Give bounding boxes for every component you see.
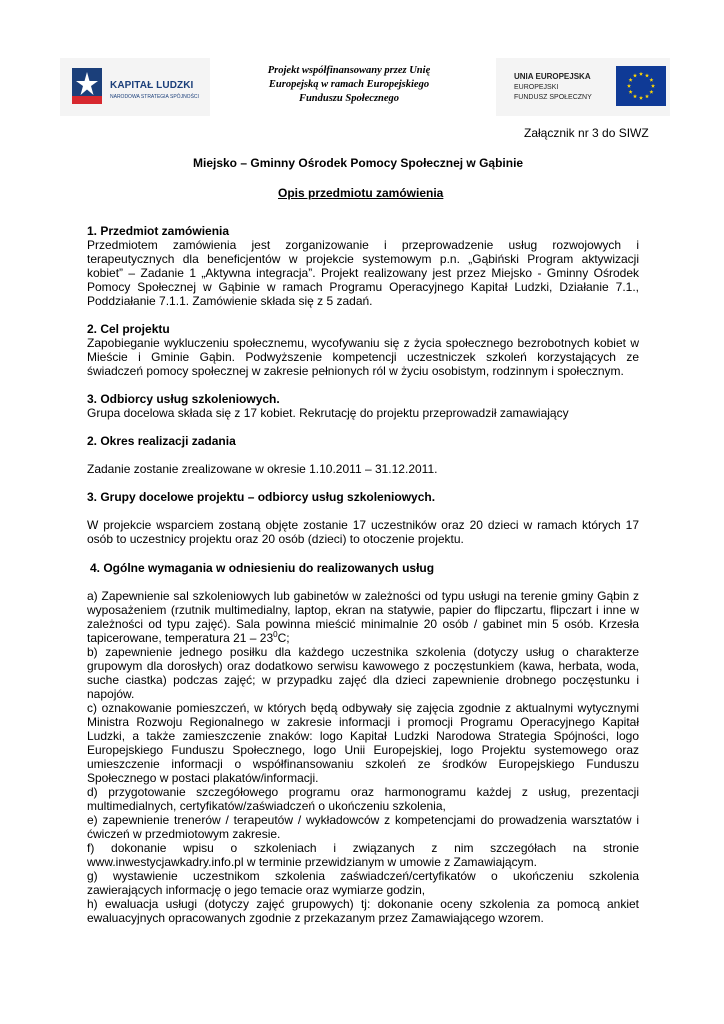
paragraph-line: f) dokonanie wpisu o szkoleniach i związanych z nim szczegółach na stronie bbox=[87, 841, 639, 855]
paragraph-line: napojów. bbox=[87, 687, 135, 701]
paragraph-line: d) przygotowanie szczegółowego programu oraz harmonogramu każdej z usług, prezentacji bbox=[87, 785, 639, 799]
paragraph-line: Mieście i Gminie Gąbin. Podwyższenie kompetencji uczestniczek szkoleń korzystających ze bbox=[87, 350, 639, 364]
eu-flag-icon bbox=[616, 66, 666, 106]
paragraph-line: Pomocy Społecznej w Gąbinie w ramach Programu Operacyjnego Kapitał Ludzki, Działanie 7.1., bbox=[87, 280, 639, 294]
section-heading: 3. Odbiorcy usług szkoleniowych. bbox=[87, 392, 280, 406]
attachment-label: Załącznik nr 3 do SIWZ bbox=[524, 126, 649, 140]
paragraph-line: a) Zapewnienie sal szkoleniowych lub gabinetów w zależności od typu usługi na terenie gminy Gąbin z bbox=[87, 589, 639, 603]
paragraph-line: Ministra Rozwoju Regionalnego w zakresie informacji i promocji Programu Operacyjnego Kapitał bbox=[87, 715, 639, 729]
paragraph-line: h) ewaluacja usługi (dotyczy zajęć grupowych) tj: dokonanie oceny szkolenia za pomocą ankiet bbox=[87, 897, 639, 911]
paragraph-line: e) zapewnienie trenerów / terapeutów / wykładowców z kompetencjami do prowadzenia warsztatów i bbox=[87, 813, 639, 827]
section-heading: 1. Przedmiot zamówienia bbox=[87, 224, 230, 238]
paragraph-line: W projekcie wsparciem zostaną objęte zostanie 17 uczestników oraz 20 dzieci w ramach których 17 bbox=[87, 518, 639, 532]
text-fragment: C; bbox=[277, 631, 290, 645]
text-fragment: tapicerowane, temperatura 21 – 23 bbox=[87, 631, 274, 645]
paragraph-line: Poddziałanie 7.1.1. Zamówienie składa się z 5 zadań. bbox=[87, 294, 373, 308]
paragraph-line: zawierających informację o jego temacie oraz wymiarze godzin, bbox=[87, 883, 426, 897]
paragraph-line: umieszczenie informacji o współfinansowaniu szkoleń ze środków Europejskiego Funduszu bbox=[87, 757, 639, 771]
paragraph-line: kobiet” – Zadanie 1 „Aktywna integracja”. Projekt realizowany jest przez Miejsko - Gminny Ośrodek bbox=[87, 266, 639, 280]
left-logo-subtitle: NARODOWA STRATEGIA SPÓJNOŚCI bbox=[110, 94, 199, 100]
section-heading: 4. Ogólne wymagania w odniesieniu do realizowanych usług bbox=[90, 561, 435, 575]
paragraph-line: Zapobieganie wykluczeniu społecznemu, wycofywaniu się z życia społecznego bezrobotnych kobiet w bbox=[87, 336, 639, 350]
paragraph-line: Społecznego w postaci plakatów/informacji. bbox=[87, 771, 319, 785]
eu-logo-title: UNIA EUROPEJSKA bbox=[514, 72, 591, 81]
paragraph-line: osób to uczestnicy projektu oraz 20 osób (dzieci) to otoczenie projektu. bbox=[87, 532, 464, 546]
paragraph-line: multimedialnych, certyfikatów/zaświadczeń o ukończeniu szkolenia, bbox=[87, 799, 446, 813]
paragraph-line: grupowym dla dorosłych) oraz dodatkowo serwisu kawowego z poczęstunkiem (kawa, herbata, woda, bbox=[87, 659, 639, 673]
paragraph-line: Przedmiotem zamówienia jest zorganizowanie i przeprowadzenie usług rozwojowych i bbox=[87, 238, 639, 252]
cofinancing-note bbox=[224, 64, 474, 106]
paragraph-line: świadczeń pomocy społecznej w zakresie pełnionych ról w życiu osobistym, rodzinnym i społecznym. bbox=[87, 364, 624, 378]
document-title: Opis przedmiotu zamówienia bbox=[278, 186, 444, 200]
cofinancing-line: Europejską w ramach Europejskiego bbox=[268, 79, 430, 90]
paragraph-line: zależności od typu zajęć). Sala powinna mieścić minimalnie 20 osób / gabinet min 5 osób. Krzesła bbox=[87, 617, 639, 631]
paragraph-line: Grupa docelowa składa się z 17 kobiet. Rekrutację do projektu przeprowadził zamawiający bbox=[87, 406, 569, 420]
institution-name: Miejsko – Gminny Ośrodek Pomocy Społecznej w Gąbinie bbox=[193, 156, 524, 170]
kapital-ludzki-logo bbox=[60, 58, 210, 116]
section-heading: 3. Grupy docelowe projektu – odbiorcy usług szkoleniowych. bbox=[87, 490, 436, 504]
paragraph-line: Ludzki, a także zamieszczenie znaków: logo Kapitał Ludzki Narodowa Strategia Spójności, logo bbox=[87, 729, 639, 743]
paragraph-line: c) oznakowanie pomieszczeń, w których będą odbywały się zajęcia zgodnie z aktualnymi wytycznymi bbox=[87, 701, 639, 715]
paragraph-line: b) zapewnienie jednego posiłku dla każdego uczestnika szkolenia (dotyczy usług o charakterze bbox=[87, 645, 639, 659]
paragraph-line: Zadanie zostanie zrealizowane w okresie 1.10.2011 – 31.12.2011. bbox=[87, 462, 438, 476]
left-logo-title: KAPITAŁ LUDZKI bbox=[110, 80, 194, 91]
paragraph-line: ćwiczeń w przedmiotowym zakresie. bbox=[87, 827, 281, 841]
paragraph-line bbox=[87, 632, 290, 646]
eu-logo-line2: EUROPEJSKI bbox=[514, 84, 559, 91]
paragraph-line: ewaluacyjnych opracowanych zgodnie z przekazanym przez Zamawiającego wzorem. bbox=[87, 911, 544, 925]
section-heading: 2. Cel projektu bbox=[87, 322, 170, 336]
degree-superscript: 0 bbox=[273, 630, 278, 639]
section-heading: 2. Okres realizacji zadania bbox=[87, 434, 236, 448]
cofinancing-line: Funduszu Społecznego bbox=[298, 93, 400, 104]
cofinancing-line: Projekt współfinansowany przez Unię bbox=[267, 65, 431, 76]
paragraph-line: suche ciastka) podczas zajęć; w przypadku zajęć dla dzieci zapewnienie drobnego poczęstunku i bbox=[87, 673, 639, 687]
eu-logo-line3: FUNDUSZ SPOŁECZNY bbox=[514, 94, 592, 101]
eu-logo bbox=[496, 58, 670, 116]
website-link-line: www.inwestycjawkadry.info.pl w terminie przewidzianym w umowie z Zamawiającym. bbox=[87, 855, 537, 869]
kapital-ludzki-icon bbox=[72, 68, 102, 104]
paragraph-line: wyposażeniem (rzutnik multimedialny, laptop, ekran na statywie, papier do flipczartu, flipczart i inne w bbox=[87, 603, 639, 617]
paragraph-line: Europejskiego Funduszu Społecznego, logo Unii Europejskiej, logo Projektu systemowego oraz bbox=[87, 743, 639, 757]
paragraph-line: terapeutycznych dla beneficjentów w projekcie systemowym p.n. „Gąbiński Program aktywizacji bbox=[87, 252, 639, 266]
paragraph-line: g) wystawienie uczestnikom szkolenia zaświadczeń/certyfikatów o ukończeniu szkolenia bbox=[87, 869, 639, 883]
